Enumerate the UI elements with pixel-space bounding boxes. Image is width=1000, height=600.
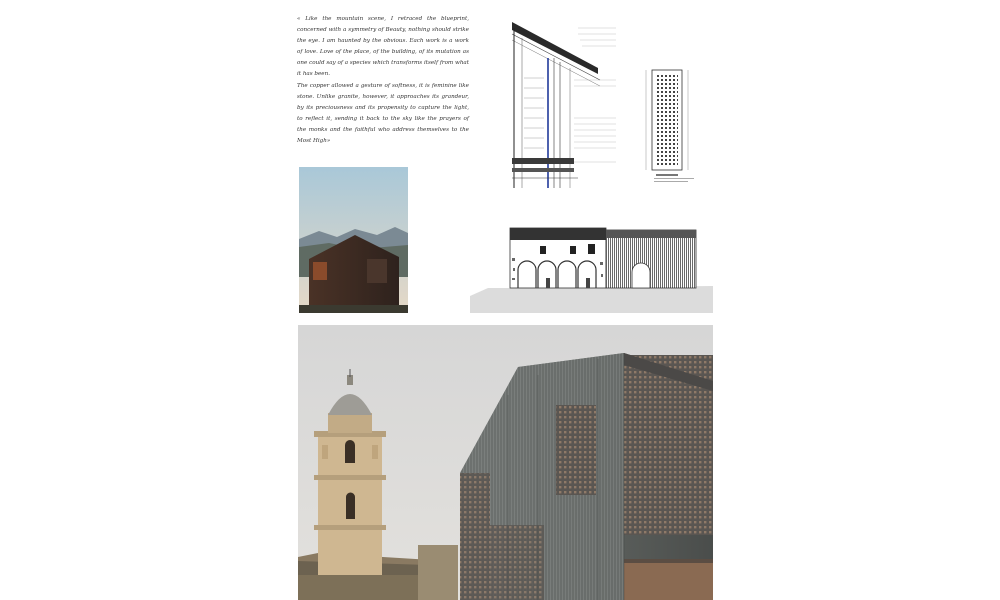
section-drawing-svg <box>508 18 708 192</box>
copper-building-photo <box>299 167 408 313</box>
elevation-drawing <box>470 218 713 313</box>
monastery-facade-photo-svg <box>298 325 713 600</box>
quote-paragraph-1: « Like the mountain scene, I retraced the blueprint, concerned with a symmetry of Beauty, nothing should strike the eye. I am haunted by the obvious. Each work is a work of love. Love of the place, of the building, of its mutation as one could say of a species which transforms itself from what it has been. <box>297 16 469 77</box>
quote-text-block <box>297 14 469 149</box>
facade-section-drawing <box>508 18 708 192</box>
copper-building-photo-svg <box>299 167 408 313</box>
monastery-facade-photo <box>298 325 713 600</box>
elevation-drawing-svg <box>470 218 713 313</box>
quote-paragraph-2: The copper allowed a gesture of softness, it is feminine like stone. Unlike granite, however, it approaches its grandeur, by its preciousness and its propensity to capture the light, to reflect it, sending it back to the sky like the prayers of the monks and the faithful who address themselves to the Most High» <box>297 83 469 144</box>
